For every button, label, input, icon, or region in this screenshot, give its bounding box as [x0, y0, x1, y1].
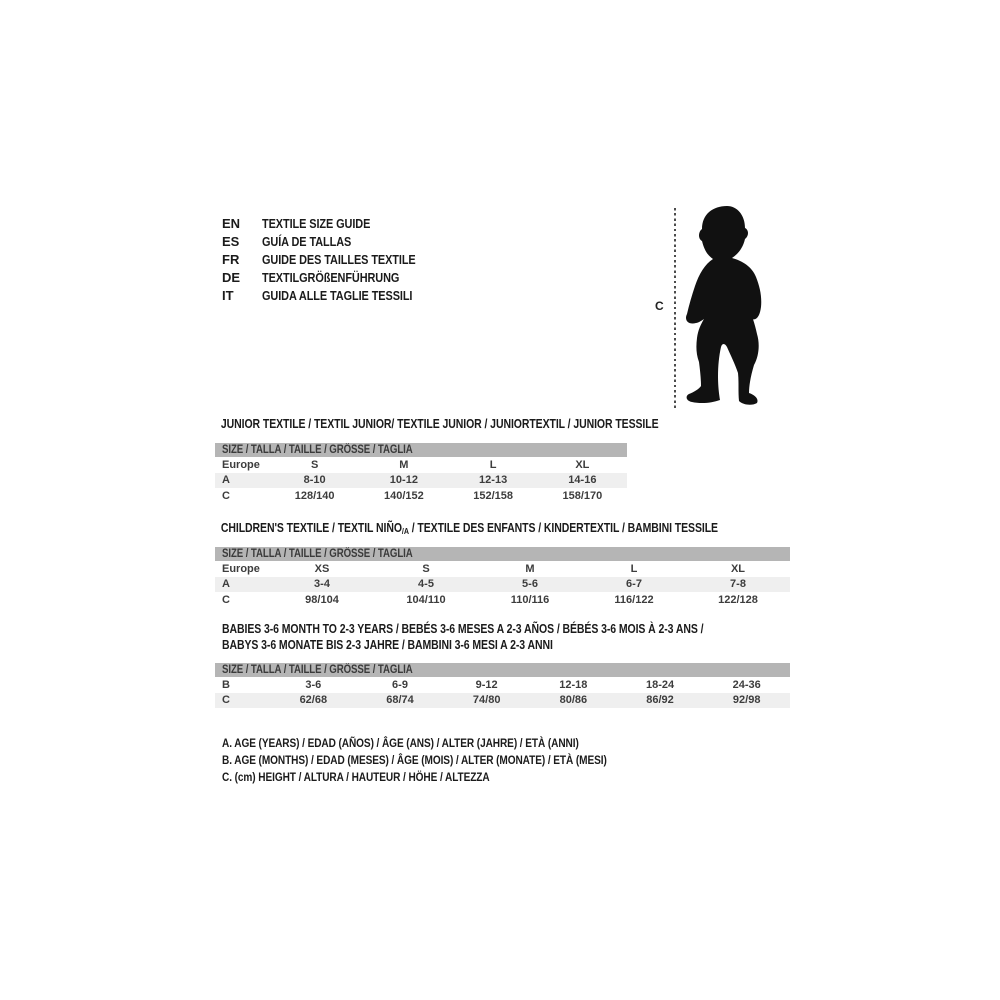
childrens-textile-section [215, 519, 790, 608]
legend-line-c: C. (cm) HEIGHT / ALTURA / HAUTEUR / HÖHE / ALTEZZA [222, 770, 490, 784]
age-cell: 8-10 [303, 474, 326, 487]
months-cell: 3-6 [305, 678, 322, 691]
row-label: Europe [222, 562, 260, 575]
height-cell: 104/110 [406, 593, 446, 606]
title-prefix: CHILDREN'S TEXTILE / TEXTIL NIÑO [220, 521, 402, 535]
title-suffix: / TEXTILE DES ENFANTS / KINDERTEXTIL / BAMBINI TESSILE [408, 521, 718, 535]
row-label: C [222, 593, 230, 606]
months-cell: 9-12 [475, 678, 498, 691]
row-label: C [222, 694, 230, 707]
size-header-bar [215, 663, 790, 677]
height-cell: 116/122 [614, 593, 654, 606]
language-row-en [222, 214, 445, 232]
babies-section-title [215, 621, 790, 653]
height-cell: 110/116 [510, 593, 550, 606]
legend-line-a: A. AGE (YEARS) / EDAD (AÑOS) / ÂGE (ANS) / ALTER (JAHRE) / ETÀ (ANNI) [222, 736, 579, 750]
height-cell: 74/80 [472, 694, 501, 707]
language-code: DE [222, 269, 241, 285]
months-cell: 24-36 [732, 678, 761, 691]
babies-title-line1: BABIES 3-6 MONTH TO 2-3 YEARS / BEBÉS 3-6 MESES A 2-3 AÑOS / BÉBÉS 3-6 MOIS À 2-3 ANS / [222, 622, 704, 636]
height-measure-label: C [655, 299, 664, 313]
language-row-es [222, 232, 445, 250]
height-cell: 128/140 [294, 489, 335, 502]
language-code: EN [222, 215, 241, 231]
size-cell: S [310, 458, 319, 471]
size-cell: L [630, 562, 638, 575]
row-label: A [222, 578, 230, 591]
table-row-height-cm [215, 693, 790, 709]
language-title-list [222, 214, 445, 304]
height-cell: 86/92 [646, 694, 674, 707]
size-cell: XS [314, 562, 330, 575]
row-label: A [222, 474, 230, 487]
age-cell: 14-16 [568, 474, 597, 487]
months-cell: 12-18 [559, 678, 588, 691]
language-code: ES [222, 233, 240, 249]
table-row-europe [215, 561, 790, 577]
size-header-label: SIZE / TALLA / TAILLE / GRÖSSE / TAGLIA [222, 664, 413, 676]
language-row-it [222, 286, 445, 304]
size-header-bar [215, 443, 627, 457]
guide-title-de: TEXTILGRÖßENFÜHRUNG [262, 269, 400, 285]
height-cell: 68/74 [386, 694, 414, 707]
size-header-label: SIZE / TALLA / TAILLE / GRÖSSE / TAGLIA [222, 548, 413, 560]
table-row-age-months [215, 677, 790, 693]
height-cell: 122/128 [718, 593, 758, 606]
height-cell: 152/158 [473, 489, 513, 502]
row-label: Europe [222, 458, 260, 471]
size-cell: XL [575, 458, 590, 471]
guide-title-fr: GUIDE DES TAILLES TEXTILE [262, 251, 416, 267]
age-cell: 7-8 [730, 578, 746, 591]
language-row-fr [222, 250, 445, 268]
age-cell: 5-6 [522, 578, 538, 591]
height-cell: 98/104 [305, 593, 339, 606]
months-cell: 6-9 [392, 678, 408, 691]
table-row-europe [215, 457, 627, 473]
age-cell: 3-4 [314, 578, 330, 591]
height-cell: 92/98 [732, 694, 761, 707]
height-cell: 80/86 [559, 694, 588, 707]
size-cell: M [525, 562, 535, 575]
size-cell: L [489, 458, 497, 471]
height-cell: 140/152 [383, 489, 424, 502]
table-row-height-cm [215, 592, 790, 608]
junior-textile-section [215, 415, 659, 504]
childrens-section-title [215, 521, 718, 536]
toddler-figure [645, 198, 795, 413]
title-subscript: /A [401, 526, 409, 536]
table-row-age-years [215, 473, 627, 489]
age-cell: 10-12 [389, 474, 418, 487]
guide-title-es: GUÍA DE TALLAS [262, 233, 352, 249]
babies-textile-section [215, 621, 790, 708]
size-header-bar [215, 547, 790, 561]
table-row-age-years [215, 577, 790, 593]
size-cell: M [399, 458, 409, 471]
babies-title-line2: BABYS 3-6 MONATE BIS 2-3 JAHRE / BAMBINI 3-6 MESI A 2-3 ANNI [222, 638, 553, 652]
row-label: B [222, 678, 230, 691]
guide-title-en: TEXTILE SIZE GUIDE [262, 215, 371, 231]
language-code: IT [222, 287, 234, 303]
toddler-silhouette-icon [675, 198, 785, 408]
size-header-label: SIZE / TALLA / TAILLE / GRÖSSE / TAGLIA [222, 444, 413, 456]
guide-title-it: GUIDA ALLE TAGLIE TESSILI [262, 287, 413, 303]
height-cell: 62/68 [299, 694, 328, 707]
age-cell: 4-5 [418, 578, 434, 591]
language-row-de [222, 268, 445, 286]
row-label: C [222, 489, 230, 502]
height-cell: 158/170 [562, 489, 603, 502]
measure-legend [222, 736, 680, 787]
age-cell: 6-7 [626, 578, 642, 591]
table-row-height-cm [215, 488, 627, 504]
months-cell: 18-24 [645, 678, 675, 691]
size-cell: XL [730, 562, 746, 575]
junior-section-title: JUNIOR TEXTILE / TEXTIL JUNIOR/ TEXTILE JUNIOR / JUNIORTEXTIL / JUNIOR TESSILE [220, 417, 659, 431]
age-cell: 12-13 [479, 474, 508, 487]
legend-line-b: B. AGE (MONTHS) / EDAD (MESES) / ÂGE (MOIS) / ALTER (MONATE) / ETÀ (MESI) [222, 753, 607, 767]
language-code: FR [222, 251, 240, 267]
size-cell: S [422, 562, 430, 575]
